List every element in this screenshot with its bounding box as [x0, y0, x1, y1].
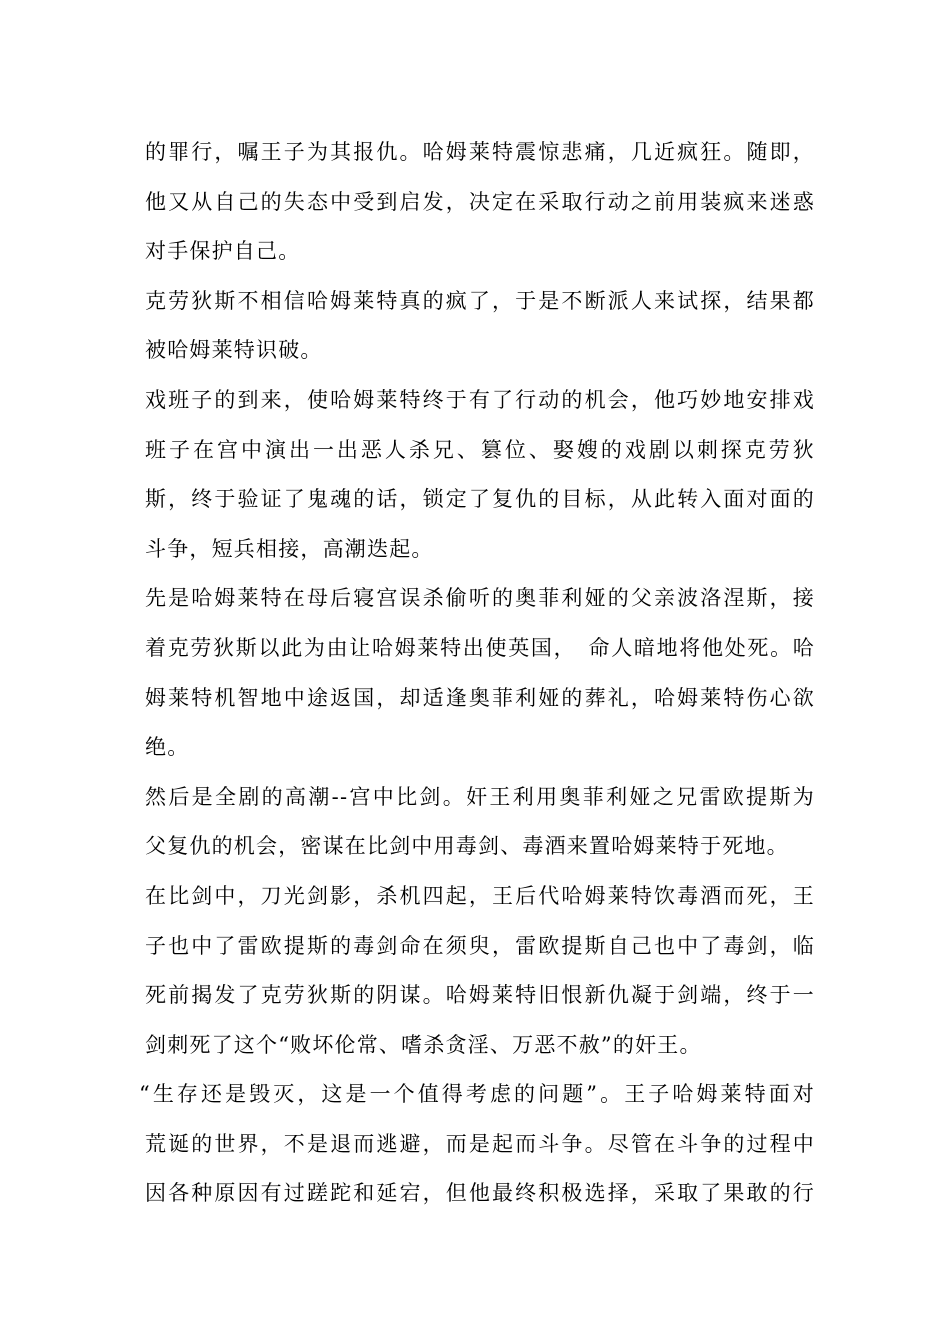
text-line: 因各种原因有过蹉跎和延宕，但他最终积极选择，采取了果敢的行	[145, 1181, 815, 1206]
text-line: 姆莱特机智地中途返国，却适逢奥菲利娅的葬礼，哈姆莱特伤心欲	[145, 685, 815, 710]
text-line: 父复仇的机会，密谋在比剑中用毒剑、毒酒来置哈姆莱特于死地。	[145, 834, 789, 859]
body-text	[139, 132, 815, 1223]
text-line: 斯，终于验证了鬼魂的话，锁定了复仇的目标，从此转入面对面的	[145, 487, 815, 512]
text-line: 先是哈姆莱特在母后寝宫误杀偷听的奥菲利娅的父亲波洛涅斯，接	[145, 586, 815, 611]
text-line: 剑刺死了这个“败坏伦常、嗜杀贪淫、万恶不赦”的奸王。	[145, 1032, 702, 1057]
text-line: 对手保护自己。	[145, 239, 301, 264]
text-line: 子也中了雷欧提斯的毒剑命在须臾，雷欧提斯自己也中了毒剑，临	[145, 933, 815, 958]
text-line: 着克劳狄斯以此为由让哈姆莱特出使英国， 命人暗地将他处死。哈	[145, 635, 815, 660]
text-line: 死前揭发了克劳狄斯的阴谋。哈姆莱特旧恨新仇凝于剑端，终于一	[145, 983, 815, 1008]
text-line: 绝。	[145, 735, 190, 760]
text-line: 的罪行，嘱王子为其报仇。哈姆莱特震惊悲痛，几近疯狂。随即，	[145, 140, 815, 164]
text-line: 被哈姆莱特识破。	[145, 338, 323, 363]
paragraph	[145, 777, 815, 876]
text-line: 班子在宫中演出一出恶人杀兄、篡位、娶嫂的戏剧以刺探克劳狄	[145, 437, 815, 462]
text-line: 斗争，短兵相接，高潮迭起。	[145, 536, 434, 561]
text-line: 然后是全剧的高潮--宫中比剑。奸王利用奥菲利娅之兄雷欧提斯为	[145, 784, 815, 809]
paragraph	[139, 1074, 815, 1223]
paragraph	[145, 876, 815, 1074]
paragraph	[145, 281, 815, 380]
paragraph	[145, 132, 815, 281]
text-line: 荒诞的世界，不是退而逃避，而是起而斗争。尽管在斗争的过程中	[145, 1131, 815, 1156]
paragraph	[145, 380, 815, 578]
text-line: 克劳狄斯不相信哈姆莱特真的疯了，于是不断派人来试探，结果都	[145, 288, 815, 313]
text-line: 戏班子的到来，使哈姆莱特终于有了行动的机会，他巧妙地安排戏	[145, 387, 815, 412]
text-line: “生存还是毁灭，这是一个值得考虑的问题”。王子哈姆莱特面对	[139, 1082, 815, 1107]
text-line: 在比剑中，刀光剑影，杀机四起，王后代哈姆莱特饮毒酒而死，王	[145, 883, 815, 908]
text-line: 他又从自己的失态中受到启发，决定在采取行动之前用装疯来迷惑	[145, 189, 815, 214]
paragraph	[145, 578, 815, 776]
